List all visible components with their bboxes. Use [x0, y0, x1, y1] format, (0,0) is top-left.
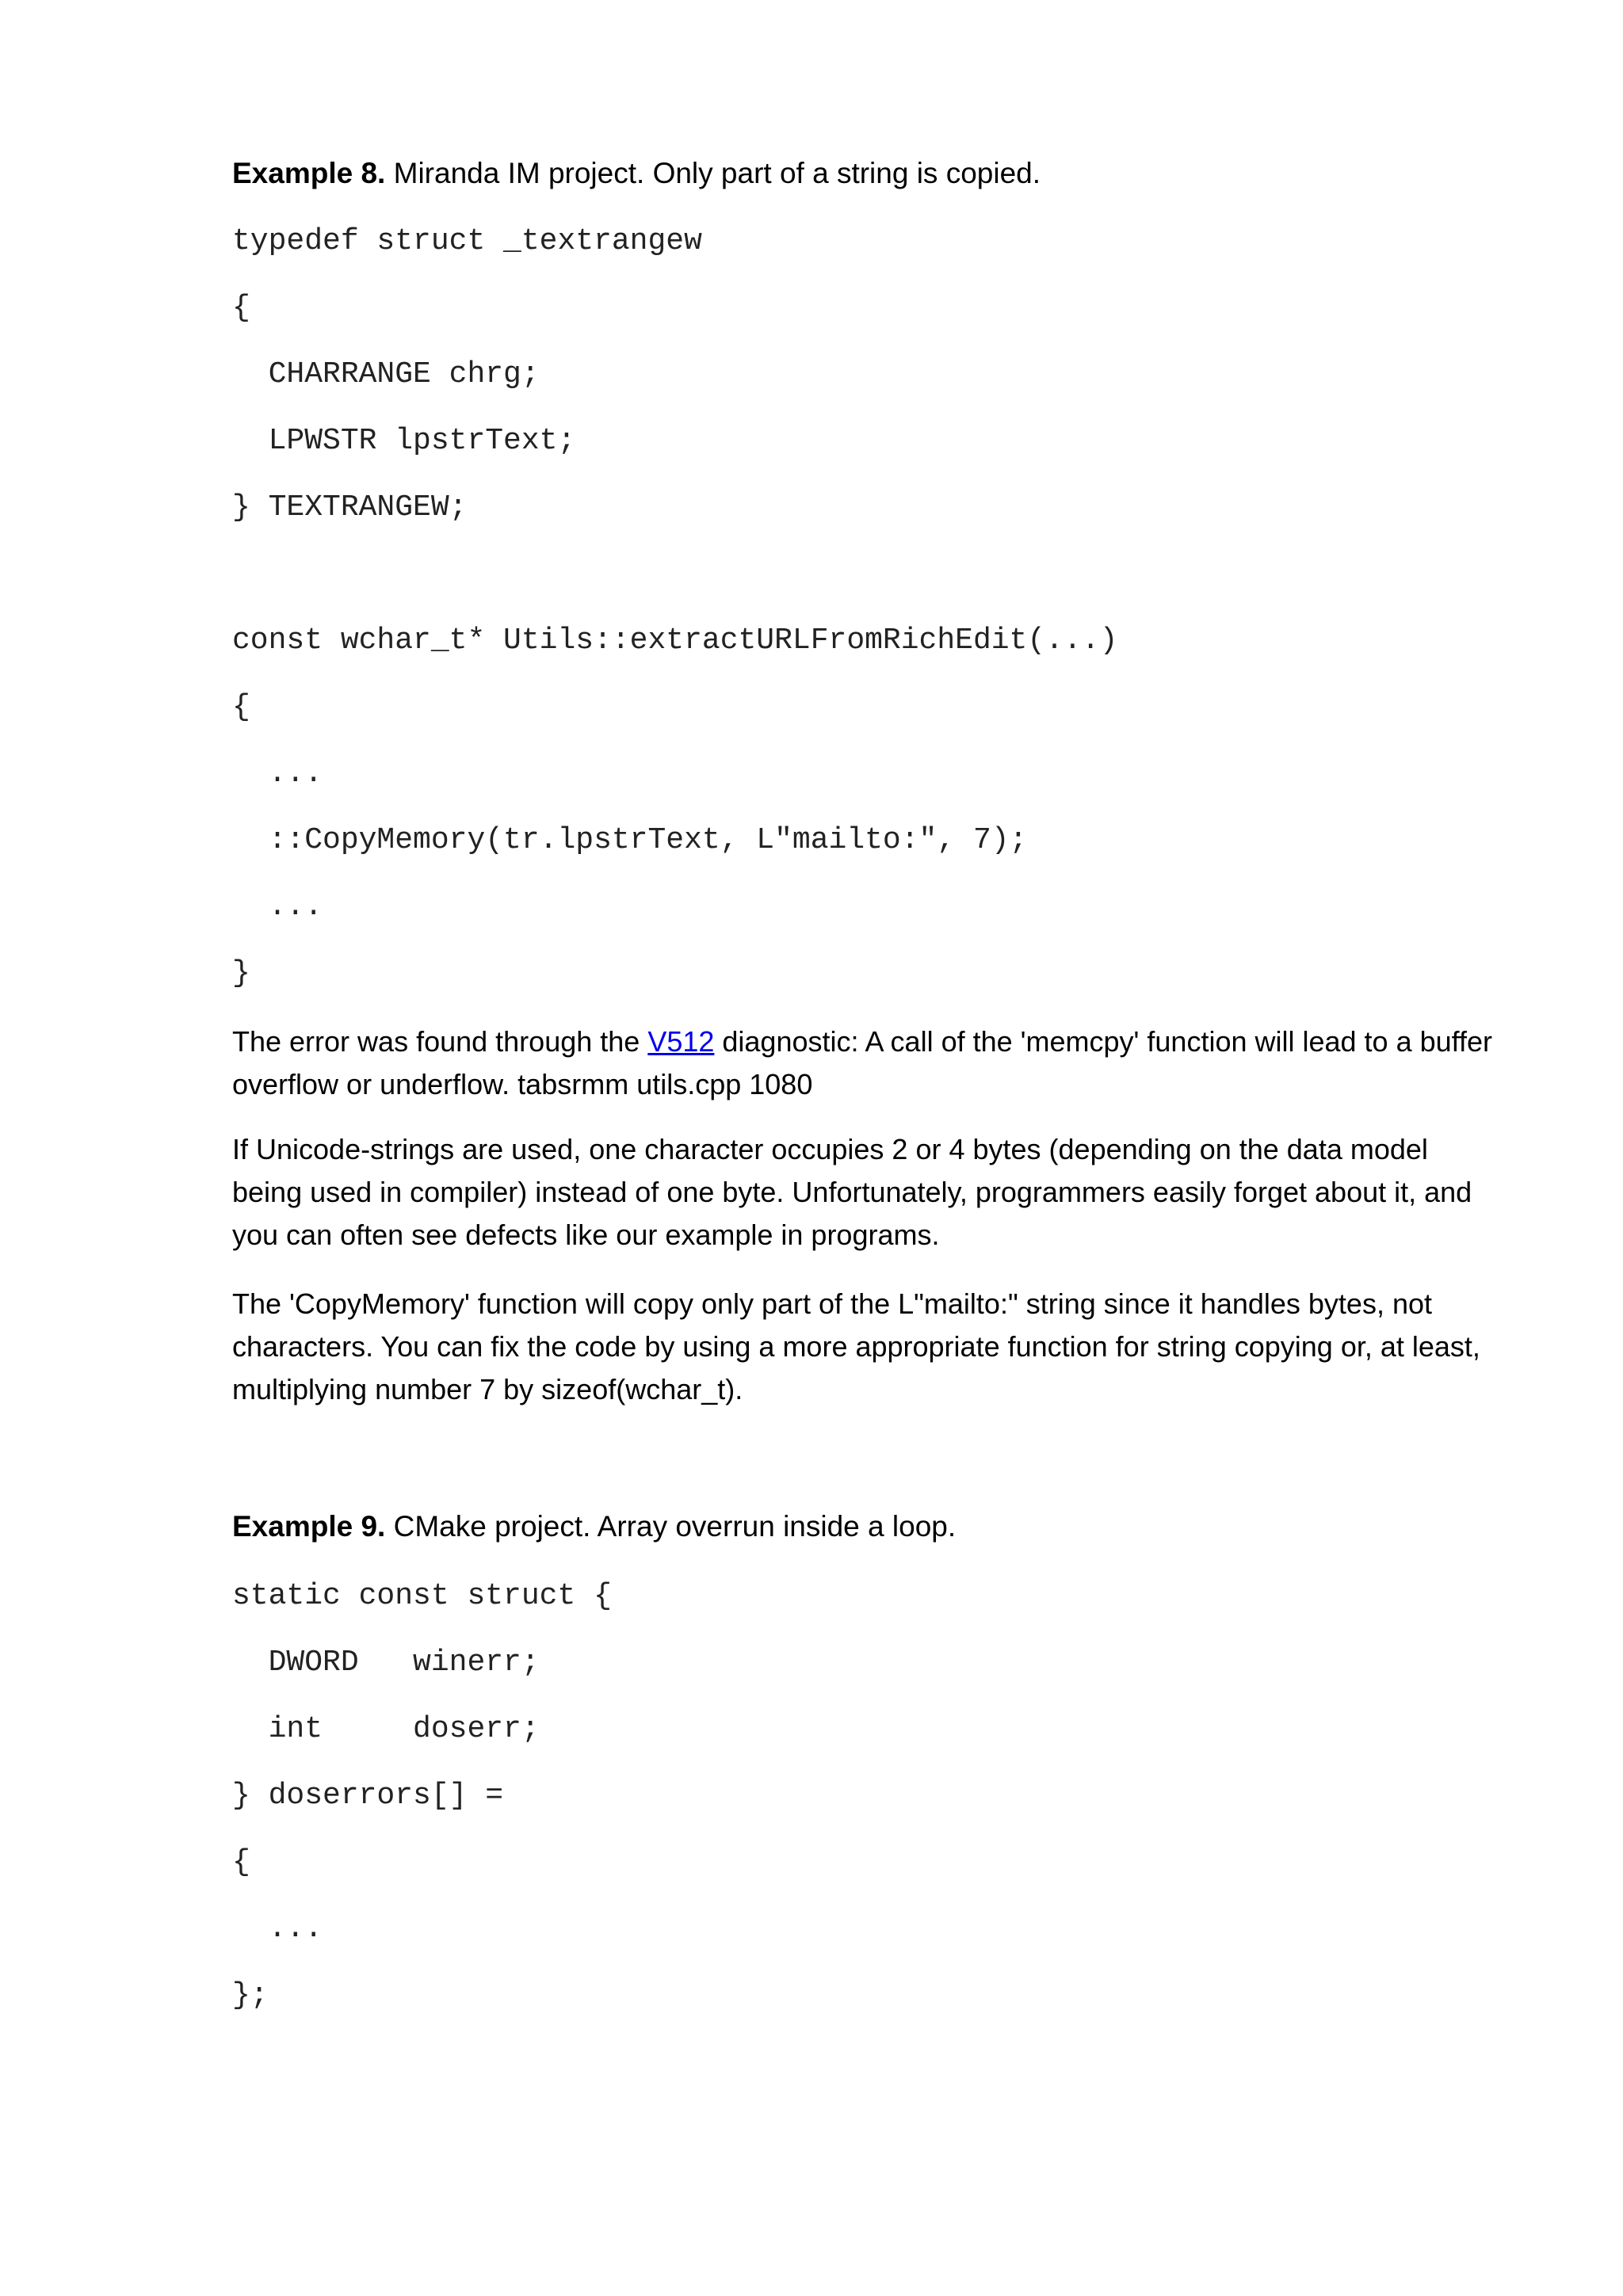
code-line: const wchar_t* Utils::extractURLFromRichEdit(...)	[232, 624, 1118, 658]
code-line: ...	[232, 1912, 323, 1946]
code-line: LPWSTR lpstrText;	[232, 424, 576, 458]
example-8-title: Miranda IM project. Only part of a string is copied.	[385, 157, 1041, 189]
example-9-heading	[232, 1505, 956, 1548]
code-line: ::CopyMemory(tr.lpstrText, L"mailto:", 7);	[232, 823, 1028, 857]
example-9-title: CMake project. Array overrun inside a loop.	[385, 1510, 957, 1543]
example-8-label: Example 8.	[232, 157, 386, 189]
diagnostic-text-start: The error was found through the	[232, 1025, 648, 1058]
diagnostic-paragraph	[232, 1020, 1500, 1106]
diagnostic-text-end: diagnostic: A call of the 'memcpy' function will lead to a buffer overflow or underflow. tabsrmm utils.cpp 1080	[232, 1025, 1493, 1100]
code-line: } TEXTRANGEW;	[232, 490, 468, 524]
code-line: CHARRANGE chrg;	[232, 357, 540, 391]
code-line: int doserr;	[232, 1712, 540, 1746]
code-line: ...	[232, 890, 323, 924]
copymemory-paragraph: The 'CopyMemory' function will copy only part of the L"mailto:" string since it handles bytes, not characters. You can fix the code by using a more appropriate function for string copying or, at least, multiplying number 7 by sizeof(wchar_t).	[232, 1287, 1480, 1405]
code-line: typedef struct _textrangew	[232, 224, 702, 258]
code-line: {	[232, 1845, 250, 1879]
code-line: {	[232, 690, 250, 724]
code-line: {	[232, 291, 250, 325]
example-8-heading	[232, 152, 1041, 195]
code-line: ...	[232, 757, 323, 791]
unicode-paragraph: If Unicode-strings are used, one character occupies 2 or 4 bytes (depending on the data model being used in compiler) instead of one byte. Unfortunately, programmers easily forget about it, and you can often see defects like our example in programs.	[232, 1133, 1472, 1251]
code-line: } doserrors[] =	[232, 1779, 504, 1813]
code-line: }	[232, 956, 250, 990]
v512-link[interactable]: V512	[647, 1025, 715, 1058]
code-line: DWORD winerr;	[232, 1646, 540, 1680]
code-line: };	[232, 1978, 269, 2012]
code-line: static const struct {	[232, 1579, 612, 1613]
example-9-label: Example 9.	[232, 1510, 386, 1543]
